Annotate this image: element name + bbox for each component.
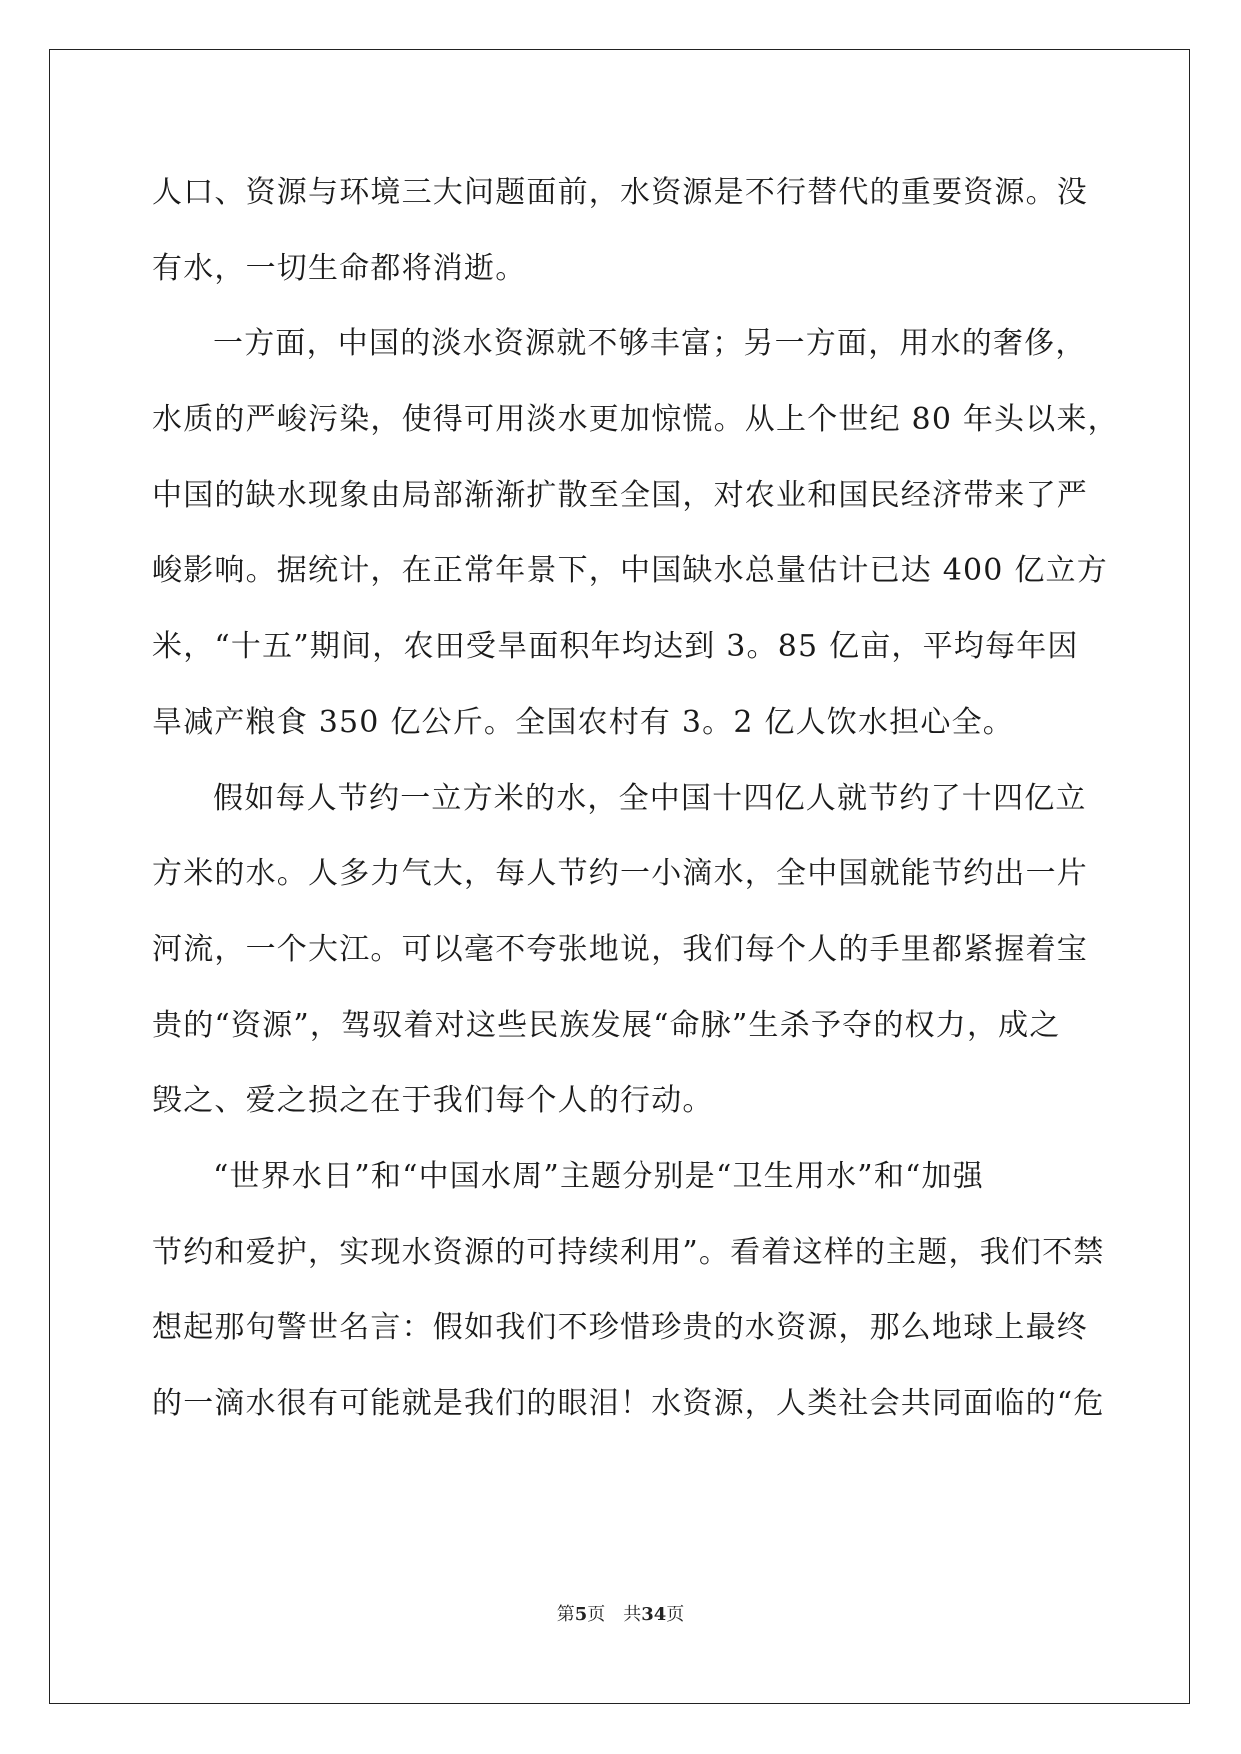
text-line: 一方面，中国的淡水资源就不够丰富；另一方面，用水的奢侈，: [213, 326, 1087, 362]
current-page-number: 5: [574, 1604, 588, 1625]
text-line: 旱减产粮食 350 亿公斤。全国农村有 3。2 亿人饮水担心全。: [152, 704, 1014, 740]
document-body: [152, 155, 1119, 1442]
text-line: 毁之、爱之损之在于我们每个人的行动。: [152, 1083, 714, 1119]
footer-page-suffix: 页: [587, 1604, 606, 1625]
text-line: 贵的“资源”，驾驭着对这些民族发展“命脉”生杀予夺的权力，成之: [152, 1007, 1061, 1043]
text-line: 峻影响。据统计，在正常年景下，中国缺水总量估计已达 400 亿立方: [152, 553, 1108, 589]
footer-prefix: 第: [556, 1604, 575, 1625]
text-line: 有水，一切生命都将消逝。: [152, 250, 527, 286]
text-line: “世界水日”和“中国水周”主题分别是“卫生用水”和“加强: [213, 1158, 984, 1194]
total-pages-number: 34: [641, 1604, 667, 1625]
text-line: 假如每人节约一立方米的水，全中国十四亿人就节约了十四亿立: [213, 780, 1087, 816]
text-line: 节约和爱护，实现水资源的可持续利用”。看着这样的主题，我们不禁: [152, 1234, 1105, 1270]
text-line: 河流，一个大江。可以毫不夸张地说，我们每个人的手里都紧握着宝: [152, 931, 1088, 967]
text-line: 方米的水。人多力气大，每人节约一小滴水，全中国就能节约出一片: [152, 856, 1088, 892]
text-line: 人口、资源与环境三大问题面前，水资源是不行替代的重要资源。没: [152, 175, 1088, 210]
text-line: 的一滴水很有可能就是我们的眼泪！水资源，人类社会共同面临的“危: [152, 1386, 1105, 1421]
footer-total-prefix: 共: [623, 1604, 642, 1625]
text-line: 中国的缺水现象由局部渐渐扩散至全国，对农业和国民经济带来了严: [152, 477, 1088, 513]
text-line: 想起那句警世名言：假如我们不珍惜珍贵的水资源，那么地球上最终: [152, 1310, 1088, 1346]
text-line: 水质的严峻污染，使得可用淡水更加惊慌。从上个世纪 80 年头以来，: [152, 402, 1119, 438]
text-line: 米，“十五”期间，农田受旱面积年均达到 3。85 亿亩，平均每年因: [152, 629, 1079, 665]
page-footer: [0, 1603, 1241, 1627]
footer-total-suffix: 页: [666, 1604, 685, 1625]
